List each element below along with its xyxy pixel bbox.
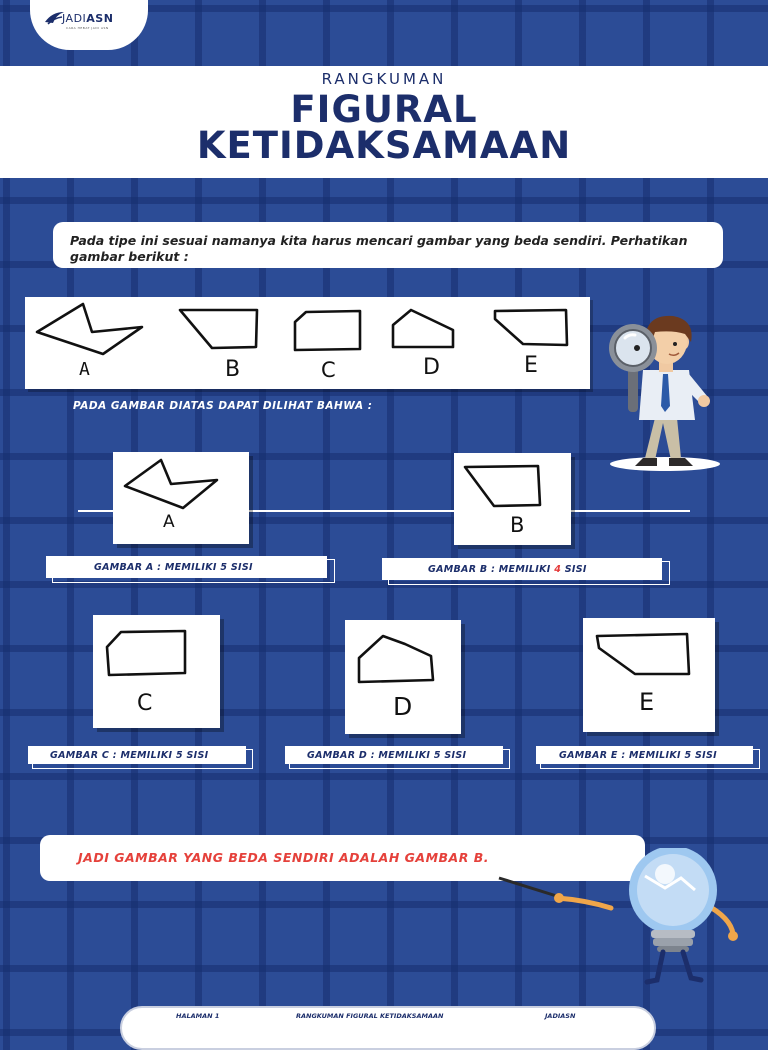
figure-card-c — [93, 615, 220, 728]
page-title-line1: FIGURAL — [290, 88, 478, 131]
question-figure-panel — [25, 297, 590, 389]
question-letter-a: A — [79, 359, 90, 380]
figure-label-d: GAMBAR D : MEMILIKI 5 SISI — [307, 750, 467, 761]
question-shapes — [25, 297, 590, 389]
page-title-line2: KETIDAKSAMAAN — [196, 124, 572, 167]
question-shape-a — [37, 304, 142, 354]
question-shape-c — [295, 311, 360, 350]
question-letter-b: B — [225, 357, 241, 382]
figure-letter-b: B — [510, 513, 525, 537]
figure-letter-d: D — [393, 692, 413, 721]
page-title — [0, 88, 768, 167]
figure-card-a — [113, 452, 249, 544]
lightbulb-character-illustration — [495, 848, 755, 988]
explanation-subheading: PADA GAMBAR DIATAS DAPAT DILIHAT BAHWA : — [73, 400, 373, 412]
title-kicker: RANGKUMAN — [321, 70, 447, 88]
question-shape-d — [393, 310, 453, 347]
intro-text: Pada tipe ini sesuai namanya kita harus mencari gambar yang beda sendiri. Perhatikan gambar berikut : — [70, 233, 688, 264]
figure-letter-e: E — [639, 688, 655, 716]
figure-label-e: GAMBAR E : MEMILIKI 5 SISI — [559, 750, 717, 761]
figure-shape-c — [93, 615, 220, 728]
figure-label-c: GAMBAR C : MEMILIKI 5 SISI — [50, 750, 209, 761]
footer-brand: JADIASN — [545, 1012, 576, 1020]
footer-page-number: HALAMAN 1 — [176, 1012, 220, 1020]
figure-shape-a — [113, 452, 249, 544]
figure-label-a: GAMBAR A : MEMILIKI 5 SISI — [94, 562, 253, 573]
figure-label-b: GAMBAR B : MEMILIKI 4 SISI — [428, 564, 587, 575]
question-letter-e: E — [524, 353, 538, 378]
figure-card-e — [583, 618, 715, 732]
figure-letter-a: A — [163, 512, 175, 532]
figure-card-b — [454, 453, 571, 545]
logo-tagline: CARA HEBAT JADI ASN — [66, 26, 109, 30]
question-shape-b — [180, 310, 257, 348]
footer-doc-title: RANGKUMAN FIGURAL KETIDAKSAMAAN — [296, 1012, 444, 1020]
question-shape-e — [495, 310, 567, 345]
question-letter-c: C — [321, 358, 336, 382]
figure-card-d — [345, 620, 461, 734]
question-letter-d: D — [423, 355, 440, 380]
detective-illustration — [595, 308, 730, 478]
conclusion-text: JADI GAMBAR YANG BEDA SENDIRI ADALAH GAMBAR B. — [78, 850, 489, 865]
logo-wordmark: JADIASN — [62, 12, 114, 25]
figure-letter-c: C — [137, 691, 153, 716]
